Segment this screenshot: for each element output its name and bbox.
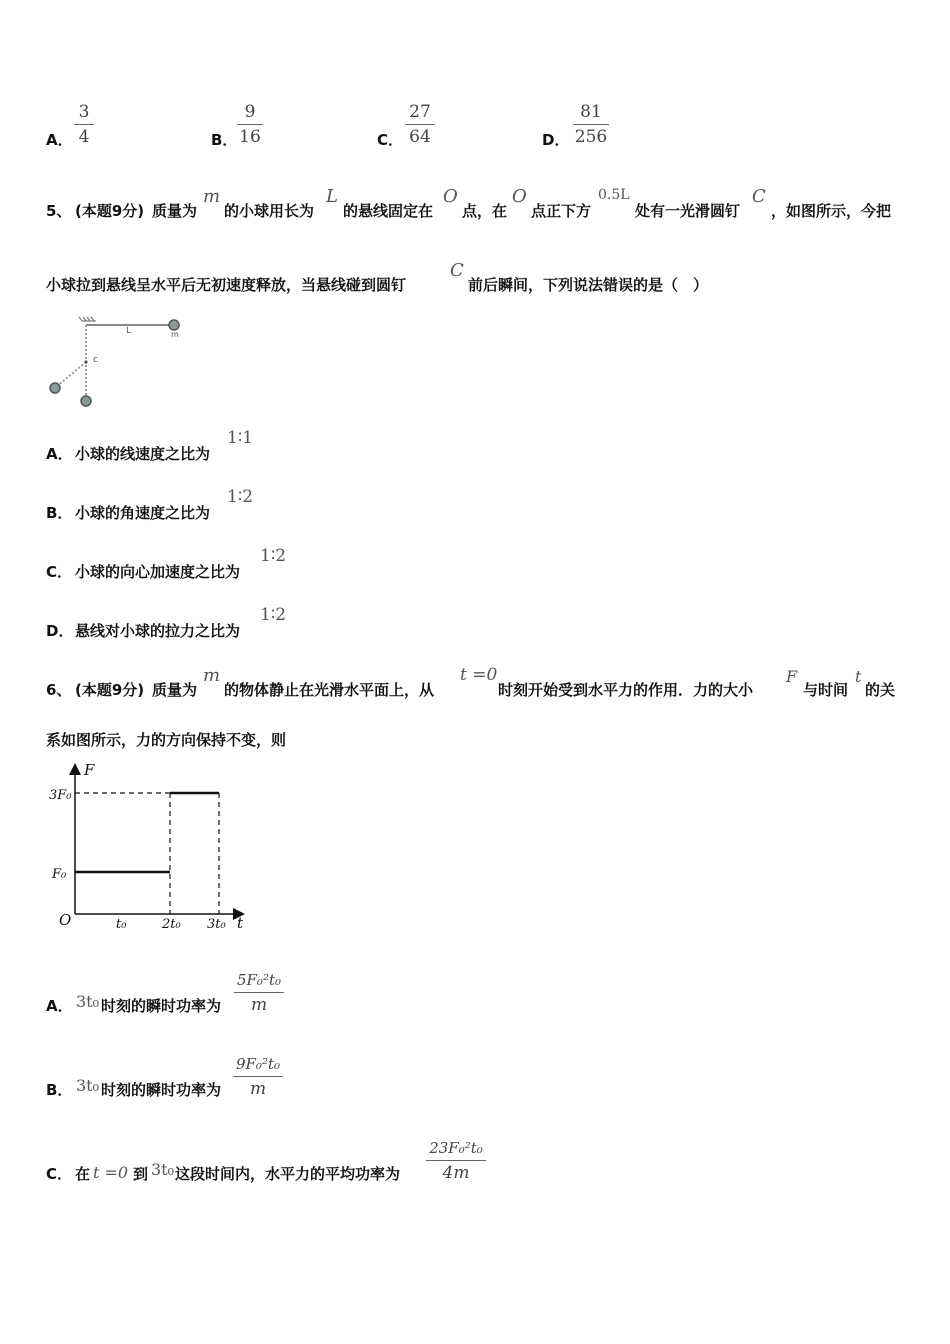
q6-score: (本题9分): [75, 681, 145, 699]
q5-option-d-ratio: 1∶2: [260, 605, 287, 625]
q4-option-c-label: C．: [377, 131, 404, 149]
q6-option-c-time: 3t₀: [151, 1160, 175, 1179]
q6-t-equals-zero: t =0: [460, 665, 498, 685]
x-tick-2t0: 2t₀: [162, 917, 181, 932]
q5-var-L: L: [326, 186, 338, 207]
q4-option-d-fraction: 81 256: [574, 102, 608, 147]
origin-label: O: [59, 911, 72, 929]
q6-number: 6、: [46, 681, 72, 699]
q6-option-c-fraction: 23F₀²t₀ 4m: [426, 1138, 486, 1183]
q5-option-a-ratio: 1∶1: [227, 428, 254, 448]
q5-var-C: C: [752, 186, 766, 207]
pendulum-figure: [44, 316, 192, 410]
q4-option-b-label: B．: [211, 131, 238, 149]
q5-option-b-ratio: 1∶2: [227, 487, 254, 507]
fig-label-m: m: [171, 330, 179, 339]
force-time-graph: [44, 758, 254, 936]
q6-option-c-t0: t =0: [93, 1163, 129, 1182]
q5-var-O2: O: [512, 186, 527, 207]
q4-option-b-fraction: 9 16: [237, 102, 263, 147]
q6-option-a-fraction: 5F₀²t₀ m: [234, 970, 284, 1015]
fig-label-c: c: [93, 355, 98, 365]
y-tick-3F0: 3F₀: [49, 788, 72, 803]
nail-point: [84, 360, 87, 363]
pendulum-ball-left: [50, 383, 60, 393]
q5-var-C2: C: [450, 260, 464, 281]
pendulum-ball-start: [169, 320, 179, 330]
pendulum-string-after-nail: [56, 362, 86, 387]
q5-option-c-ratio: 1∶2: [260, 546, 287, 566]
q6-option-b-fraction: 9F₀²t₀ m: [233, 1054, 283, 1099]
q4-option-a-fraction: 3 4: [74, 102, 94, 147]
x-tick-3t0: 3t₀: [207, 917, 226, 932]
fig-label-L: L: [126, 326, 132, 336]
x-tick-t0: t₀: [116, 917, 127, 932]
q4-option-c-fraction: 27 64: [405, 102, 435, 147]
q5-score: (本题9分): [75, 202, 145, 220]
q6-option-b-time: 3t₀: [76, 1076, 100, 1095]
y-axis-label: F: [84, 761, 95, 779]
q5-half-length: 0.5L: [598, 187, 630, 203]
pendulum-ball-bottom: [81, 396, 91, 406]
x-axis-label: t: [237, 914, 244, 932]
q5-var-O: O: [443, 186, 458, 207]
q6-option-a-time: 3t₀: [76, 992, 100, 1011]
y-tick-F0: F₀: [52, 867, 67, 882]
q4-option-d-label: D．: [542, 131, 570, 149]
q4-option-a-label: A．: [46, 131, 73, 149]
q5-var-m: m: [203, 186, 221, 207]
q5-number: 5、: [46, 202, 72, 220]
